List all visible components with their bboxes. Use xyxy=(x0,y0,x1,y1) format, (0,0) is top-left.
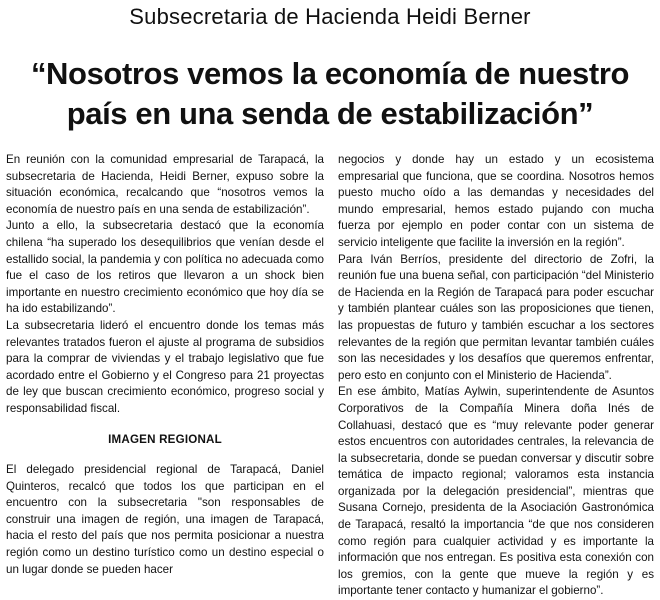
paragraph: Para Iván Berríos, presidente del directorio de Zofri, la reunión fue una buena señal, con participación “del Ministerio de Hacienda en la Región de Tarapacá para poder escuchar y también plantear cuáles son las proposiciones que tienen, las propuestas de futuro y también escuchar a los sectores relevantes de la región que permitan levantar también cuáles son las necesidades y los desafíos que queremos enfrentar, pero esto en conjunto con el Ministerio de Hacienda”. xyxy=(338,252,654,382)
article-column-right xyxy=(338,152,654,600)
paragraph: En reunión con la comunidad empresarial de Tarapacá, la subsecretaria de Hacienda, Heidi Berner, expuso sobre la situación económica, recalcando que “nosotros vemos la economía de nuestro país en una senda de estabilización”. xyxy=(6,153,324,216)
paragraph: negocios y donde hay un estado y un ecosistema empresarial que funciona, que se coordina. Nosotros hemos puesto mucho oído a las demandas y necesidades del mundo empresarial, hemos estado pujando con mucha fuerza por ejemplo en poder contar con un sistema de servicio inteligente que facilite la inversión en la región”. xyxy=(338,153,654,249)
paragraph: El delegado presidencial regional de Tarapacá, Daniel Quinteros, recalcó que todos los que participan en el encuentro con la subsecretaria "son responsables de construir una imagen de región, una imagen de Tarapacá, hacia el resto del país que nos permita posicionar a nuestra región como un destino turístico como un destino especial o un lugar donde se pueden hacer xyxy=(6,463,324,576)
headline xyxy=(0,54,660,134)
headline-line-1: “Nosotros vemos la economía de nuestro xyxy=(30,56,630,91)
kicker: Subsecretaria de Hacienda Heidi Berner xyxy=(129,4,531,29)
paragraph: En ese ámbito, Matías Aylwin, superintendente de Asuntos Corporativos de la Compañía Minera doña Inés de Collahuasi, destacó que es “muy relevante poder generar estos encuentros con autoridades centrales, la relevancia de la subsecretaria, donde se puedan conversar y discutir sobre temática de impacto regional; valoramos esta instancia organizada por la delegación presidencial”, mientras que Susana Cornejo, presidenta de la Asociación Gastronómica de Tarapacá, resaltó la importancia “de que nos consideren como región para cualquier actividad y es importante la información que nos entregan. Es positiva esta conexión con los gremios, con la gente que mueve la región y es importante tener contacto y humanizar el gobierno”. xyxy=(338,385,654,598)
article-column-left xyxy=(6,152,324,578)
section-subheading: IMAGEN REGIONAL xyxy=(108,432,222,446)
paragraph: La subsecretaria lideró el encuentro donde los temas más relevantes tratados fueron el ajuste al programa de subsidios para la comprar de viviendas y el trabajo legislativo que fue acordado entre el Gobierno y el Congreso para 21 proyectas de ley que buscan crecimiento económico, progreso social y responsabilidad fiscal. xyxy=(6,318,324,415)
headline-line-2: país en una senda de estabilización” xyxy=(66,96,594,131)
paragraph: Junto a ello, la subsecretaria destacó que la economía chilena “ha superado los desequilibrios que venían desde el estallido social, la pandemia y con política no adecuada como fue el caso de los retiros que llevaron a un shock bien importante en nuestro crecimiento económico que hoy día se ha ido estabilizando”. xyxy=(6,219,324,316)
